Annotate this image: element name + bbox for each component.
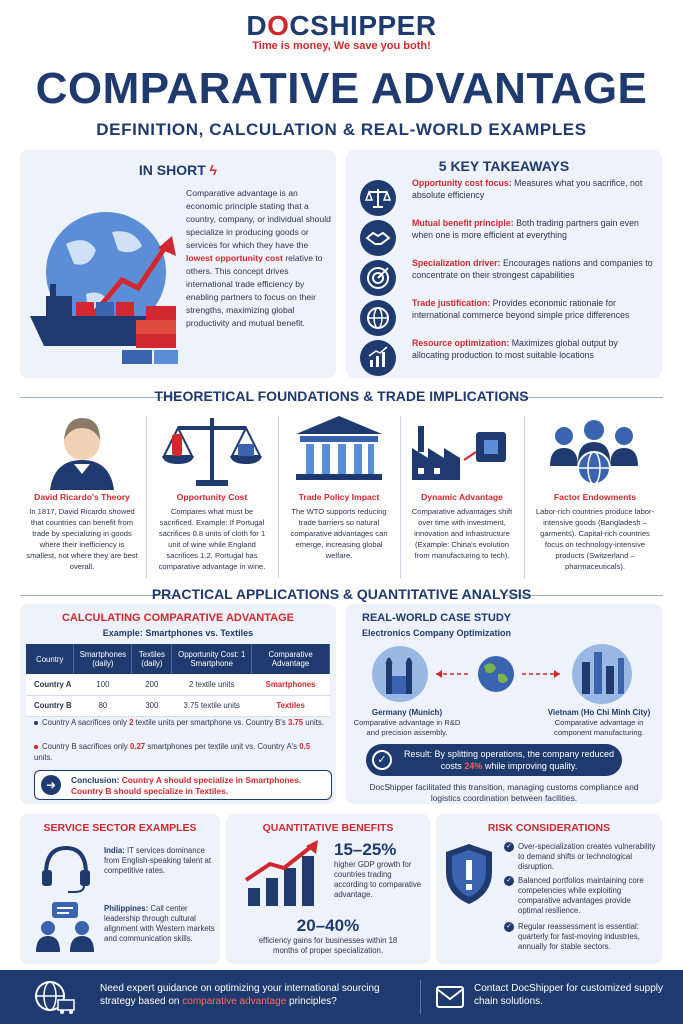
foundation-text: Comparative advantages shift over time with investment, innovation and infrastructure (Example: China's evolution from manufacturing to tech). [411, 507, 513, 560]
table-cell: 2 textile units [172, 674, 252, 695]
takeaways-panel [346, 150, 662, 378]
case-study-panel [346, 604, 662, 804]
calc-bullet: Country A sacrifices only 2 textile units per smartphone vs. Country B's 3.75 units. [34, 718, 330, 729]
takeaway-item [360, 338, 656, 378]
comparison-table [26, 644, 330, 717]
brand-tagline: Time is money, We save you both! [252, 40, 431, 52]
table-header: Textiles (daily) [132, 644, 172, 674]
case-note: DocShipper facilitated this transition, managing customs compliance and logistics coordination between facilities. [369, 782, 639, 803]
foundation-title: Trade Policy Impact [298, 492, 380, 502]
institution-building-icon [282, 412, 396, 490]
cities-globe-illustration [370, 642, 640, 706]
divider [400, 416, 401, 578]
applications-title: PRACTICAL APPLICATIONS & QUANTITATIVE ANALYSIS [151, 586, 532, 602]
calc-bullet: Country B sacrifices only 0.27 smartphones per textile unit vs. Country A's 0.5 units. [34, 742, 311, 762]
risk-item: ✓ Balanced portfolios maintaining core competencies while exploiting comparative advantages provide optimal resilience. [518, 876, 656, 916]
applications-header [20, 586, 663, 606]
table-cell: Textiles [252, 695, 330, 716]
check-icon: ✓ [504, 922, 514, 932]
foundation-title: David Ricardo's Theory [34, 492, 130, 502]
calc-subtitle: Example: Smartphones vs. Textiles [102, 628, 254, 638]
takeaway-text: Trade justification: Provides economic rationale for international commerce beyond simple price differences [412, 298, 630, 320]
foundation-title: Opportunity Cost [176, 492, 248, 502]
brand-name: DOCSHIPPER [246, 10, 437, 41]
shield-warning-icon [442, 842, 496, 906]
quant-text-1: higher GDP growth for countries trading according to comparative advantage. [334, 860, 422, 899]
target-icon [360, 260, 396, 296]
balance-scale-icon [150, 412, 274, 490]
check-icon: ✓ [504, 842, 514, 852]
divider [278, 416, 279, 578]
foundation-title: Factor Endowments [553, 492, 637, 502]
check-icon: ✓ [504, 876, 514, 886]
foundation-text: Compares what must be sacrificed. Example: If Portugal sacrifices 0.8 units of cloth for 1 unit of wine while England sacrifices 1.2, Portugal has comparative advantage in wine. [158, 507, 266, 571]
result-banner [366, 744, 622, 776]
divider [146, 416, 147, 578]
service-title: SERVICE SECTOR EXAMPLES [43, 822, 197, 834]
city-germany: Germany (Munich) Comparative advantage in R&D and precision assembly. [353, 708, 461, 737]
scales-icon [360, 180, 396, 216]
footer-cta: Need expert guidance on optimizing your international sourcing strategy based on comparative advantage principles? [100, 983, 380, 1007]
divider [524, 416, 525, 578]
headset-icon [34, 844, 98, 894]
result-text: Result: By splitting operations, the company reduced costs 24% while improving quality. [403, 749, 615, 771]
table-header: Smartphones (daily) [74, 644, 132, 674]
divider [420, 980, 421, 1014]
table-cell: 300 [132, 695, 172, 716]
people-globe-icon [528, 412, 662, 490]
foundation-card [528, 412, 662, 582]
check-icon: ✓ [372, 750, 392, 770]
table-cell: 100 [74, 674, 132, 695]
table-cell: Country A [26, 674, 74, 695]
foundation-card [20, 412, 144, 582]
team-chat-icon [30, 902, 100, 954]
foundation-text: The WTO supports reducing trade barriers so natural comparative advantages can emerge, increasing global welfare. [290, 507, 388, 560]
takeaway-text: Opportunity cost focus: Measures what you sacrifice, not absolute efficiency [412, 178, 643, 200]
footer-contact[interactable]: Contact DocShipper for customized supply chain solutions. [474, 983, 663, 1007]
globe-ship-illustration [26, 184, 188, 374]
growth-bars-icon [240, 840, 324, 910]
service-sector-panel [20, 814, 220, 964]
globe-truck-icon [30, 978, 80, 1016]
growth-chart-icon [360, 340, 396, 376]
foundation-text: Labor-rich countries produce labor-intensive goods (Bangladesh – garments). Capital-rich countries focus on technology-intensive products (Switzerland – pharmaceuticals). [535, 507, 655, 571]
quant-stat-1: 15–25% [334, 840, 397, 859]
risk-item: ✓ Over-specialization creates vulnerability to demand shifts or technological disruption. [518, 842, 656, 872]
quantitative-panel [226, 814, 430, 964]
table-cell: 80 [74, 695, 132, 716]
risk-panel [436, 814, 662, 964]
foundation-text: In 1817, David Ricardo showed that countries can benefit from trade by specializing in goods where their inefficiency is smallest, not where they are best overall. [26, 507, 138, 571]
table-cell: Country B [26, 695, 74, 716]
foundation-card [282, 412, 396, 582]
takeaway-item [360, 178, 656, 218]
foundations-title: THEORETICAL FOUNDATIONS & TRADE IMPLICATIONS [154, 388, 529, 404]
table-cell: Smartphones [252, 674, 330, 695]
takeaway-item [360, 258, 656, 298]
conclusion-box [34, 770, 332, 800]
footer-banner [0, 970, 683, 1024]
quant-stat-2: 20–40% [296, 916, 360, 935]
foundations-header [20, 388, 663, 408]
in-short-text: Comparative advantage is an economic principle stating that a country, company, or individual should specialize in producing goods or services for which they have the lowest opportunity cost relative to others. This concept drives international trade efficiency by enabling partners to focus on their strengths, maximizing global productivity and mutual benefit. [186, 188, 331, 328]
in-short-panel [20, 150, 336, 378]
takeaway-text: Mutual benefit principle: Both trading partners gain even when one is more efficient at everything [412, 218, 639, 240]
takeaway-item [360, 218, 656, 258]
quant-text-2: efficiency gains for businesses within 18 months of proper specialization. [258, 936, 398, 955]
india-text: India: IT services dominance from English-speaking talent at competitive rates. [104, 846, 212, 875]
case-title: REAL-WORLD CASE STUDY [362, 612, 512, 624]
arrow-right-icon: ➜ [41, 775, 61, 795]
risk-title: RISK CONSIDERATIONS [487, 822, 611, 834]
envelope-icon[interactable] [436, 986, 464, 1008]
risk-item: ✓ Regular reassessment is essential: quarterly for fast-moving industries, annually for stable sectors. [518, 922, 656, 952]
table-header: Country [26, 644, 74, 674]
foundation-card [150, 412, 274, 582]
globe-icon [360, 300, 396, 336]
factory-chip-icon [404, 412, 520, 490]
table-row [26, 695, 330, 716]
in-short-title: IN SHORT ϟ [138, 162, 218, 178]
page-title: COMPARATIVE ADVANTAGE [35, 64, 648, 113]
calc-title: CALCULATING COMPARATIVE ADVANTAGE [61, 612, 294, 624]
table-cell: 200 [132, 674, 172, 695]
takeaway-item [360, 298, 656, 338]
case-subtitle: Electronics Company Optimization [362, 628, 512, 638]
takeaway-text: Specialization driver: Encourages nations and companies to concentrate on their strongest capabilities [412, 258, 653, 280]
table-header: Comparative Advantage [252, 644, 330, 674]
brand-logo [0, 10, 683, 52]
table-header: Opportunity Cost: 1 Smartphone [172, 644, 252, 674]
page-subtitle: DEFINITION, CALCULATION & REAL-WORLD EXAMPLES [96, 120, 587, 139]
conclusion-text: Conclusion: Country A should specialize in Smartphones. Country B should specialize in Textiles. [71, 775, 302, 796]
takeaway-text: Resource optimization: Maximizes global output by allocating production to most suitable locations [412, 338, 618, 360]
table-cell: 3.75 textile units [172, 695, 252, 716]
takeaways-title: 5 KEY TAKEAWAYS [438, 158, 570, 174]
foundation-card [404, 412, 520, 582]
handshake-icon [360, 220, 396, 256]
foundation-title: Dynamic Advantage [421, 492, 503, 502]
philippines-text: Philippines: Call center leadership through cultural alignment with Western markets and communication skills. [104, 904, 215, 943]
quant-title: QUANTITATIVE BENEFITS [262, 822, 394, 834]
city-vietnam: Vietnam (Ho Chi Minh City) Comparative advantage in component manufacturing. [547, 708, 651, 737]
table-row [26, 674, 330, 695]
calculation-panel [20, 604, 336, 804]
portrait-icon [20, 412, 144, 490]
